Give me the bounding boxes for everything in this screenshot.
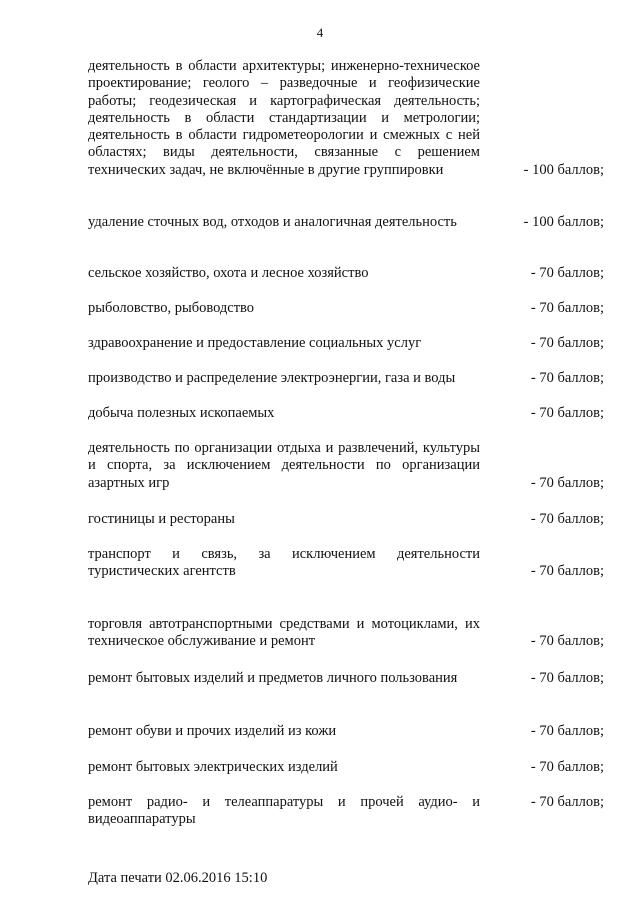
list-item	[88, 546, 604, 581]
list-item	[88, 370, 604, 387]
list-item	[88, 616, 604, 651]
activity-text: гостиницы и рестораны	[88, 511, 235, 527]
activity-text: здравоохранение и предоставление социальных услуг	[88, 335, 422, 351]
score-value: - 70 баллов;	[530, 405, 604, 421]
list-item	[88, 58, 604, 179]
score-value: - 70 баллов;	[530, 265, 604, 281]
list-item	[88, 723, 604, 740]
activity-text: ремонт бытовых электрических изделий	[88, 759, 338, 775]
list-item	[88, 511, 604, 528]
list-item	[88, 265, 604, 282]
activity-text: рыболовство, рыбоводство	[88, 300, 255, 316]
activity-text: транспорт и связь, за исключением деятельности туристических агентств	[88, 546, 480, 580]
score-value: - 70 баллов;	[530, 474, 604, 491]
list-item	[88, 670, 604, 687]
list-item	[88, 759, 604, 776]
list-item	[88, 405, 604, 422]
list-item	[88, 300, 604, 317]
score-value: - 70 баллов;	[530, 794, 604, 810]
score-value: - 70 баллов;	[530, 370, 604, 386]
score-value: - 70 баллов;	[530, 511, 604, 527]
activity-text: сельское хозяйство, охота и лесное хозяйство	[88, 265, 369, 281]
activity-text: ремонт обуви и прочих изделий из кожи	[88, 723, 337, 739]
list-item	[88, 794, 604, 829]
activity-text: удаление сточных вод, отходов и аналогичная деятельность	[88, 214, 457, 230]
print-date: Дата печати 02.06.2016 15:10	[88, 870, 268, 886]
page-number: 4	[316, 25, 324, 40]
score-value: - 70 баллов;	[530, 335, 604, 351]
score-value: - 70 баллов;	[530, 759, 604, 775]
activity-text: ремонт бытовых изделий и предметов личного пользования	[88, 670, 458, 686]
activity-text: производство и распределение электроэнергии, газа и воды	[88, 370, 456, 386]
list-item	[88, 335, 604, 352]
score-value: - 70 баллов;	[530, 300, 604, 316]
list-item	[88, 440, 604, 492]
list-item	[88, 214, 604, 231]
score-value: - 70 баллов;	[530, 723, 604, 739]
score-value: - 70 баллов;	[530, 670, 604, 686]
score-value: - 70 баллов;	[530, 633, 604, 650]
score-value: - 100 баллов;	[523, 161, 604, 178]
score-value: - 100 баллов;	[523, 214, 604, 230]
activity-text: добыча полезных ископаемых	[88, 405, 275, 421]
activity-text: деятельность в области архитектуры; инженерно-техническое проектирование; геолого – разведочные и геофизические работы; геодезическая и картографическая деятельность; деятельность в области стандартизации и метрологии; деятельность в области гидрометеорологии и смежных с ней областях; виды деятельности, связанные с решением технических задач, не включённые в другие группировки	[88, 58, 480, 178]
activity-text: деятельность по организации отдыха и развлечений, культуры и спорта, за исключением деятельности по организации азартных игр	[88, 440, 480, 491]
activity-text: ремонт радио- и телеаппаратуры и прочей аудио- и видеоаппаратуры	[88, 794, 480, 828]
score-value: - 70 баллов;	[530, 563, 604, 580]
activity-text: торговля автотранспортными средствами и мотоциклами, их техническое обслуживание и ремонт	[88, 616, 480, 650]
